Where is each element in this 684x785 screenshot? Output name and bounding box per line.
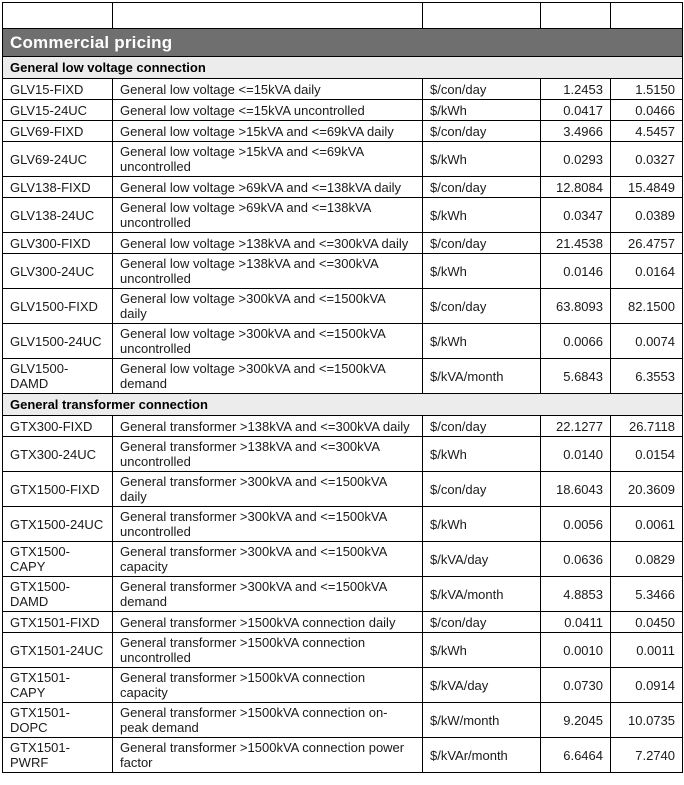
price-2025-cell: 0.0417 <box>541 100 611 121</box>
code-cell: GTX1501-CAPY <box>3 668 113 703</box>
section-header-row <box>3 57 683 79</box>
code-cell: GTX1501-PWRF <box>3 738 113 773</box>
price-row <box>3 416 683 437</box>
price-2025-cell: 1.2453 <box>541 79 611 100</box>
price-2025-cell: 3.4966 <box>541 121 611 142</box>
code-cell: GLV1500-FIXD <box>3 289 113 324</box>
units-cell: $/con/day <box>423 289 541 324</box>
price-row <box>3 359 683 394</box>
price-2026-cell: 0.0074 <box>611 324 683 359</box>
price-2025-cell: 0.0056 <box>541 507 611 542</box>
price-2025-cell: 0.0730 <box>541 668 611 703</box>
description-cell: General transformer >1500kVA connection daily <box>113 612 423 633</box>
code-cell: GLV1500-DAMD <box>3 359 113 394</box>
units-cell: $/kWh <box>423 100 541 121</box>
code-cell: GLV15-24UC <box>3 100 113 121</box>
price-2026-cell: 0.0450 <box>611 612 683 633</box>
price-2026-cell: 5.3466 <box>611 577 683 612</box>
units-cell: $/kW/month <box>423 703 541 738</box>
units-cell: $/kWh <box>423 324 541 359</box>
price-row <box>3 738 683 773</box>
table-title-row <box>3 29 683 57</box>
description-cell: General low voltage >138kVA and <=300kVA daily <box>113 233 423 254</box>
price-2026-cell: 82.1500 <box>611 289 683 324</box>
table-title: Commercial pricing <box>3 29 683 57</box>
description-cell: General low voltage >69kVA and <=138kVA uncontrolled <box>113 198 423 233</box>
price-2026-cell: 20.3609 <box>611 472 683 507</box>
units-cell: $/kWh <box>423 633 541 668</box>
price-row <box>3 507 683 542</box>
code-cell: GLV69-FIXD <box>3 121 113 142</box>
description-cell: General low voltage >300kVA and <=1500kVA daily <box>113 289 423 324</box>
price-2026-cell: 6.3553 <box>611 359 683 394</box>
price-2025-cell: 0.0636 <box>541 542 611 577</box>
description-cell: General low voltage >138kVA and <=300kVA uncontrolled <box>113 254 423 289</box>
section-header-row <box>3 394 683 416</box>
units-cell: $/kVA/month <box>423 577 541 612</box>
code-cell: GTX1500-DAMD <box>3 577 113 612</box>
description-cell: General low voltage >69kVA and <=138kVA daily <box>113 177 423 198</box>
price-2026-cell: 0.0154 <box>611 437 683 472</box>
price-row <box>3 472 683 507</box>
code-cell: GTX1500-FIXD <box>3 472 113 507</box>
price-row <box>3 142 683 177</box>
code-cell: GLV300-FIXD <box>3 233 113 254</box>
code-cell: GTX1500-24UC <box>3 507 113 542</box>
price-2025-cell: 0.0347 <box>541 198 611 233</box>
price-row <box>3 254 683 289</box>
description-cell: General transformer >1500kVA connection on-peak demand <box>113 703 423 738</box>
units-cell: $/kVA/day <box>423 668 541 703</box>
code-cell: GTX300-FIXD <box>3 416 113 437</box>
price-2026-cell: 10.0735 <box>611 703 683 738</box>
description-cell: General transformer >138kVA and <=300kVA daily <box>113 416 423 437</box>
description-cell: General low voltage >300kVA and <=1500kVA demand <box>113 359 423 394</box>
price-2026-cell: 4.5457 <box>611 121 683 142</box>
price-2025-cell: 21.4538 <box>541 233 611 254</box>
column-header-apr-25: 1-Apr-25 <box>541 3 611 29</box>
price-2026-cell: 0.0389 <box>611 198 683 233</box>
units-cell: $/kWh <box>423 254 541 289</box>
units-cell: $/con/day <box>423 472 541 507</box>
price-row <box>3 437 683 472</box>
code-cell: GTX1501-DOPC <box>3 703 113 738</box>
price-row <box>3 577 683 612</box>
code-cell: GLV15-FIXD <box>3 79 113 100</box>
section-header-label: General transformer connection <box>3 394 683 416</box>
price-row <box>3 612 683 633</box>
price-2026-cell: 0.0829 <box>611 542 683 577</box>
price-row <box>3 100 683 121</box>
units-cell: $/con/day <box>423 612 541 633</box>
price-2026-cell: 1.5150 <box>611 79 683 100</box>
units-cell: $/kWh <box>423 198 541 233</box>
description-cell: General low voltage >15kVA and <=69kVA daily <box>113 121 423 142</box>
price-2026-cell: 26.7118 <box>611 416 683 437</box>
price-2025-cell: 63.8093 <box>541 289 611 324</box>
units-cell: $/kWh <box>423 437 541 472</box>
price-2025-cell: 0.0066 <box>541 324 611 359</box>
price-row <box>3 233 683 254</box>
price-row <box>3 289 683 324</box>
price-row <box>3 324 683 359</box>
description-cell: General transformer >300kVA and <=1500kVA demand <box>113 577 423 612</box>
price-2026-cell: 26.4757 <box>611 233 683 254</box>
price-2025-cell: 0.0010 <box>541 633 611 668</box>
code-cell: GLV69-24UC <box>3 142 113 177</box>
column-header-apr-26: 1-Apr-26 <box>611 3 683 29</box>
price-2026-cell: 0.0914 <box>611 668 683 703</box>
price-row <box>3 542 683 577</box>
price-row <box>3 703 683 738</box>
price-row <box>3 121 683 142</box>
description-cell: General low voltage <=15kVA uncontrolled <box>113 100 423 121</box>
description-cell: General low voltage <=15kVA daily <box>113 79 423 100</box>
description-cell: General transformer >1500kVA connection capacity <box>113 668 423 703</box>
price-2026-cell: 7.2740 <box>611 738 683 773</box>
units-cell: $/con/day <box>423 79 541 100</box>
price-2025-cell: 0.0411 <box>541 612 611 633</box>
price-2025-cell: 5.6843 <box>541 359 611 394</box>
column-header-units: Units <box>423 3 541 29</box>
units-cell: $/con/day <box>423 177 541 198</box>
section-header-label: General low voltage connection <box>3 57 683 79</box>
code-cell: GLV138-24UC <box>3 198 113 233</box>
price-2026-cell: 0.0061 <box>611 507 683 542</box>
units-cell: $/kVA/month <box>423 359 541 394</box>
units-cell: $/kVA/day <box>423 542 541 577</box>
description-cell: General transformer >300kVA and <=1500kVA uncontrolled <box>113 507 423 542</box>
pricing-table-body <box>3 29 683 773</box>
units-cell: $/kWh <box>423 142 541 177</box>
description-cell: General transformer >300kVA and <=1500kVA capacity <box>113 542 423 577</box>
description-cell: General transformer >1500kVA connection uncontrolled <box>113 633 423 668</box>
units-cell: $/con/day <box>423 233 541 254</box>
price-2025-cell: 6.6464 <box>541 738 611 773</box>
price-2025-cell: 12.8084 <box>541 177 611 198</box>
price-2026-cell: 0.0327 <box>611 142 683 177</box>
description-cell: General low voltage >300kVA and <=1500kVA uncontrolled <box>113 324 423 359</box>
pricing-table <box>2 2 683 773</box>
description-cell: General transformer >138kVA and <=300kVA uncontrolled <box>113 437 423 472</box>
code-cell: GTX300-24UC <box>3 437 113 472</box>
units-cell: $/kWh <box>423 507 541 542</box>
price-2026-cell: 0.0011 <box>611 633 683 668</box>
code-cell: GTX1500-CAPY <box>3 542 113 577</box>
price-2025-cell: 0.0146 <box>541 254 611 289</box>
price-2026-cell: 0.0164 <box>611 254 683 289</box>
code-cell: GTX1501-FIXD <box>3 612 113 633</box>
column-header-description: Description <box>113 3 423 29</box>
units-cell: $/kVAr/month <box>423 738 541 773</box>
code-cell: GLV300-24UC <box>3 254 113 289</box>
units-cell: $/con/day <box>423 121 541 142</box>
code-cell: GLV1500-24UC <box>3 324 113 359</box>
price-2026-cell: 0.0466 <box>611 100 683 121</box>
price-row <box>3 633 683 668</box>
units-cell: $/con/day <box>423 416 541 437</box>
price-2025-cell: 22.1277 <box>541 416 611 437</box>
price-2025-cell: 0.0140 <box>541 437 611 472</box>
price-row <box>3 668 683 703</box>
price-row <box>3 177 683 198</box>
column-header-code: Code <box>3 3 113 29</box>
price-2025-cell: 9.2045 <box>541 703 611 738</box>
price-2026-cell: 15.4849 <box>611 177 683 198</box>
price-2025-cell: 18.6043 <box>541 472 611 507</box>
price-row <box>3 198 683 233</box>
code-cell: GLV138-FIXD <box>3 177 113 198</box>
price-2025-cell: 0.0293 <box>541 142 611 177</box>
code-cell: GTX1501-24UC <box>3 633 113 668</box>
price-2025-cell: 4.8853 <box>541 577 611 612</box>
description-cell: General transformer >300kVA and <=1500kVA daily <box>113 472 423 507</box>
column-header-row <box>3 3 683 29</box>
price-row <box>3 79 683 100</box>
description-cell: General transformer >1500kVA connection power factor <box>113 738 423 773</box>
description-cell: General low voltage >15kVA and <=69kVA uncontrolled <box>113 142 423 177</box>
